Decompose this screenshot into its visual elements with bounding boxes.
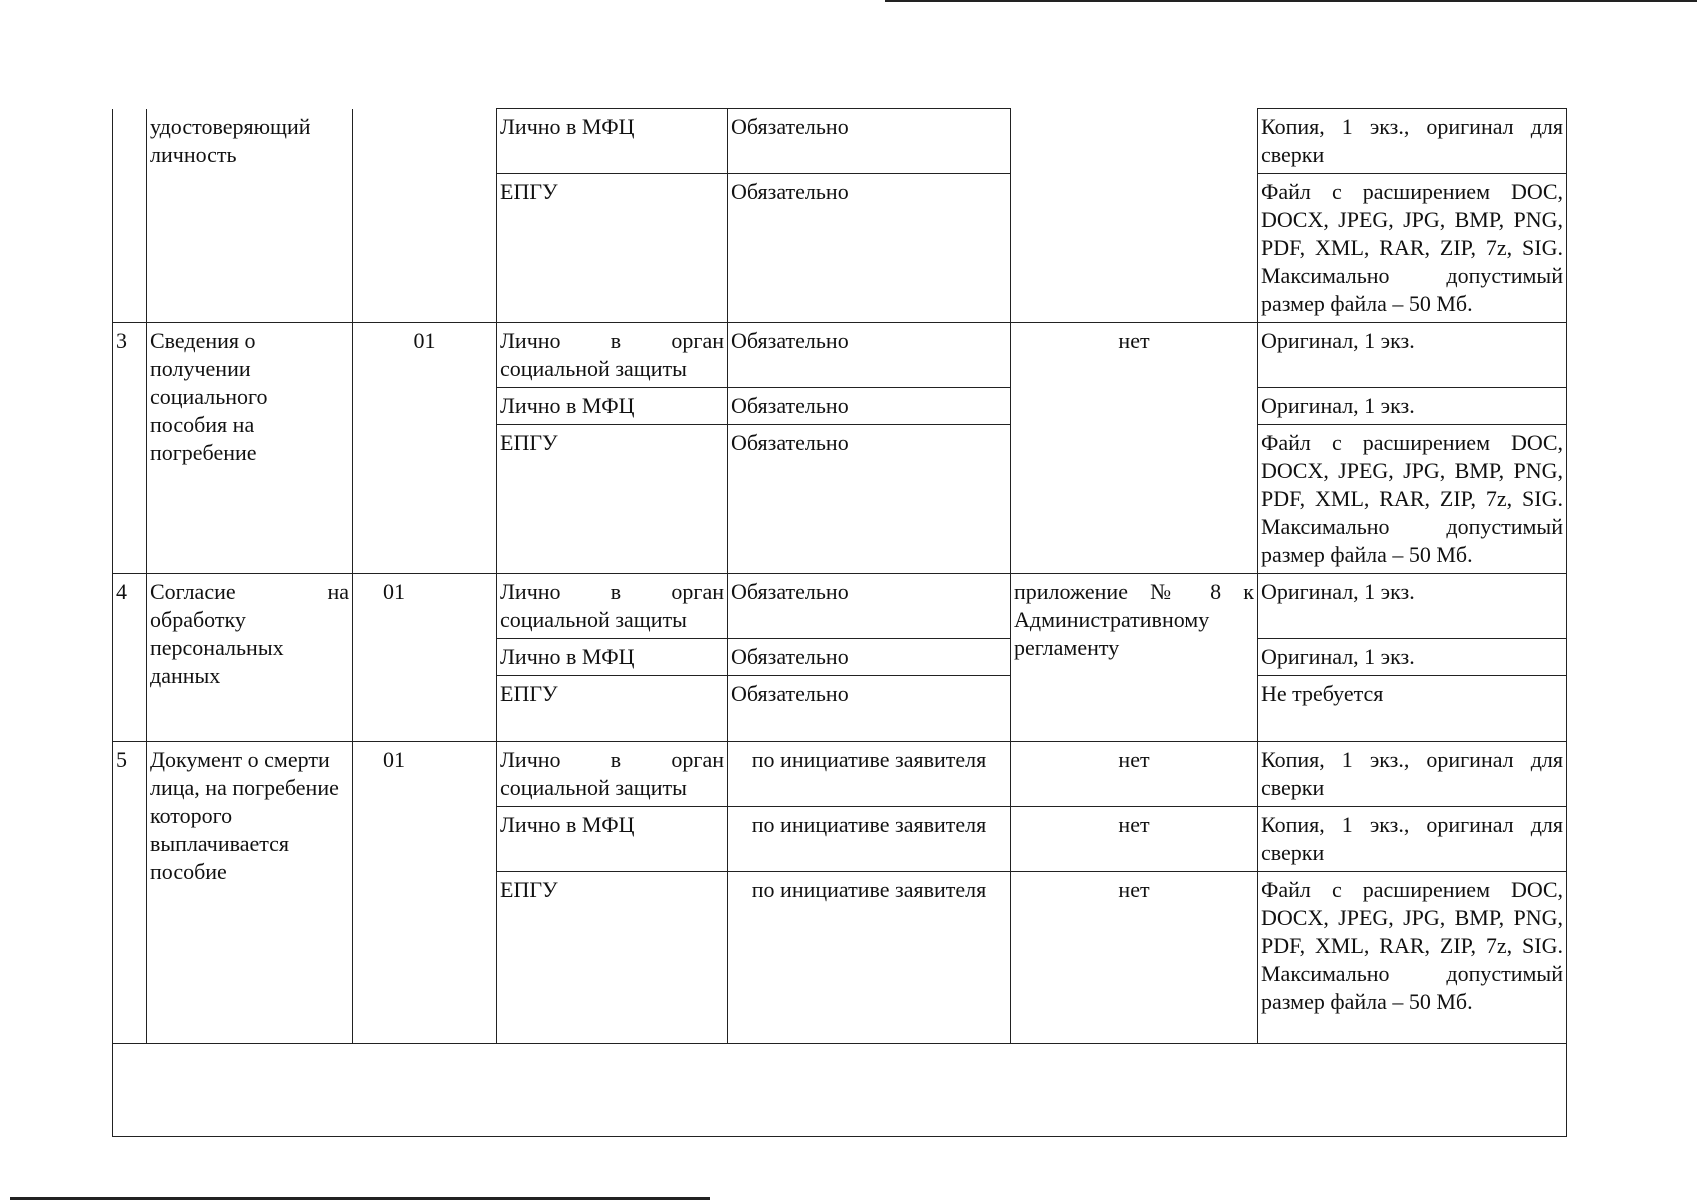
document-form: Копия, 1 экз., оригинал для сверки (1258, 742, 1567, 807)
submission-method: ЕПГУ (497, 872, 728, 1044)
table-row (113, 109, 1567, 174)
submission-method: Лично в МФЦ (497, 388, 728, 425)
submission-method: ЕПГУ (497, 676, 728, 742)
submission-method: Лично в МФЦ (497, 639, 728, 676)
document-form: Оригинал, 1 экз. (1258, 639, 1567, 676)
requirement: Обязательно (728, 388, 1011, 425)
document-form: Оригинал, 1 экз. (1258, 323, 1567, 388)
document-form: Оригинал, 1 экз. (1258, 574, 1567, 639)
note: нет (1011, 872, 1258, 1044)
document-code: 01 (353, 742, 497, 1044)
document-code: 01 (353, 574, 497, 742)
requirement: Обязательно (728, 574, 1011, 639)
empty-row (113, 1044, 1567, 1137)
document-name: Сведения о получении социального пособия на погребение (147, 323, 353, 574)
document-code (353, 109, 497, 323)
row-number (113, 109, 147, 323)
row-number: 3 (113, 323, 147, 574)
document-form: Копия, 1 экз., оригинал для сверки (1258, 109, 1567, 174)
submission-method: ЕПГУ (497, 174, 728, 323)
row-number: 4 (113, 574, 147, 742)
requirement: Обязательно (728, 425, 1011, 574)
document-name: Документ о смерти лица, на погребение которого выплачивается пособие (147, 742, 353, 1044)
document-form: Файл с расширением DOC, DOCX, JPEG, JPG, BMP, PNG, PDF, XML, RAR, ZIP, 7z, SIG. Максимально допустимый размер файла – 50 Мб. (1258, 425, 1567, 574)
document-name: удостоверяющий личность (147, 109, 353, 323)
requirement: Обязательно (728, 109, 1011, 174)
documents-table (112, 108, 1567, 1137)
document-name: Согласие на обработку персональных данных (147, 574, 353, 742)
document-form: Файл с расширением DOC, DOCX, JPEG, JPG, BMP, PNG, PDF, XML, RAR, ZIP, 7z, SIG. Максимально допустимый размер файла – 50 Мб. (1258, 872, 1567, 1044)
requirement: по инициативе заявителя (728, 742, 1011, 807)
document-form: Копия, 1 экз., оригинал для сверки (1258, 807, 1567, 872)
document-form: Файл с расширением DOC, DOCX, JPEG, JPG, BMP, PNG, PDF, XML, RAR, ZIP, 7z, SIG. Максимально допустимый размер файла – 50 Мб. (1258, 174, 1567, 323)
submission-method: Лично в орган социальной защиты (497, 742, 728, 807)
document-form: Не требуется (1258, 676, 1567, 742)
note: приложение № 8 к Административному регламенту (1011, 574, 1258, 742)
submission-method: Лично в орган социальной защиты (497, 323, 728, 388)
requirement: по инициативе заявителя (728, 872, 1011, 1044)
submission-method: Лично в орган социальной защиты (497, 574, 728, 639)
requirement: Обязательно (728, 323, 1011, 388)
submission-method: Лично в МФЦ (497, 109, 728, 174)
note: нет (1011, 742, 1258, 807)
requirement: Обязательно (728, 676, 1011, 742)
note: нет (1011, 323, 1258, 574)
note (1011, 109, 1258, 323)
scan-edge-top (885, 0, 1697, 2)
submission-method: ЕПГУ (497, 425, 728, 574)
table-row (113, 742, 1567, 807)
table-row (113, 323, 1567, 388)
submission-method: Лично в МФЦ (497, 807, 728, 872)
document-code: 01 (353, 323, 497, 574)
row-number: 5 (113, 742, 147, 1044)
requirement: Обязательно (728, 174, 1011, 323)
document-form: Оригинал, 1 экз. (1258, 388, 1567, 425)
requirement: по инициативе заявителя (728, 807, 1011, 872)
note: нет (1011, 807, 1258, 872)
table-row (113, 574, 1567, 639)
empty-cell (113, 1044, 1567, 1137)
requirement: Обязательно (728, 639, 1011, 676)
